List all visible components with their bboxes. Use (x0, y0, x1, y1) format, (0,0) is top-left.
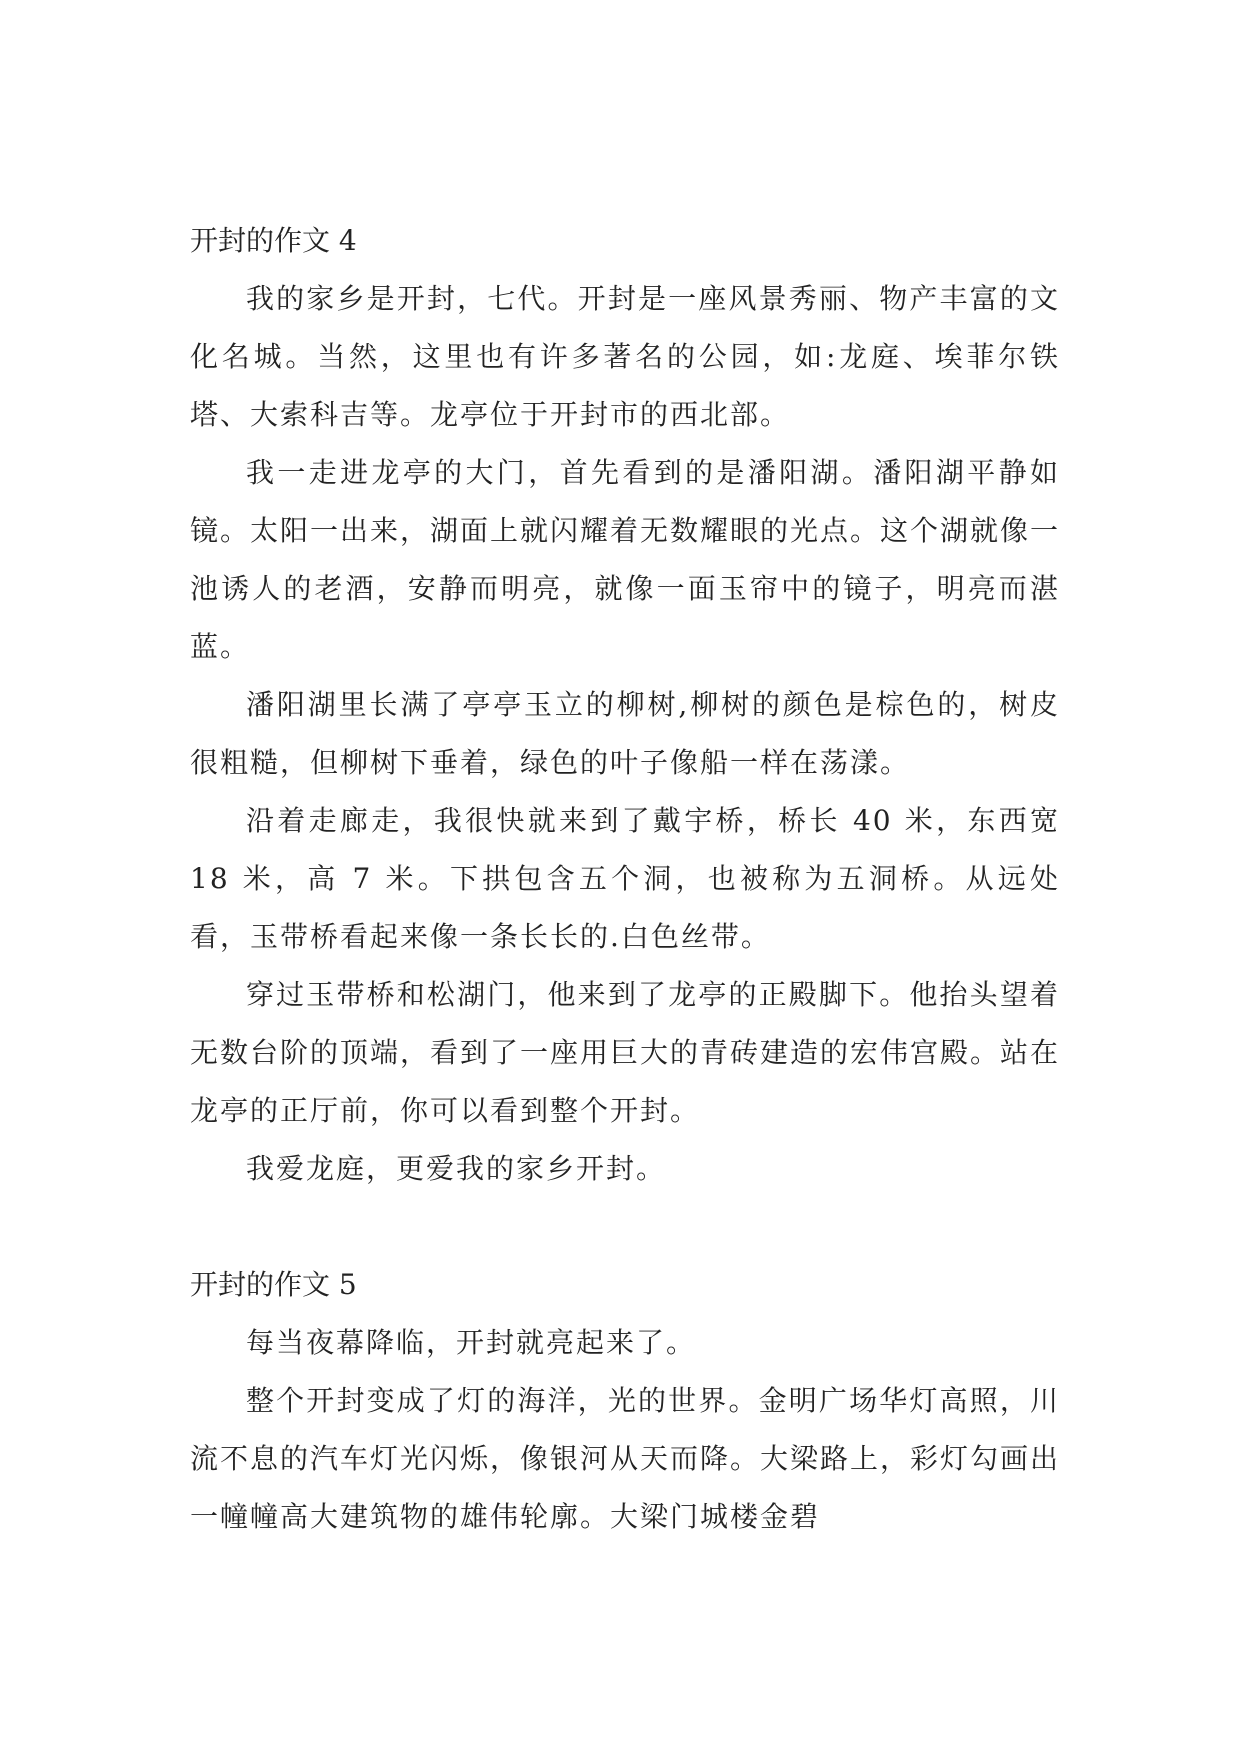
paragraph: 整个开封变成了灯的海洋，光的世界。金明广场华灯高照，川流不息的汽车灯光闪烁，像银河从天而降。大梁路上，彩灯勾画出一幢幢高大建筑物的雄伟轮廓。大梁门城楼金碧 (190, 1384, 1061, 1533)
paragraph: 我一走进龙亭的大门，首先看到的是潘阳湖。潘阳湖平静如镜。太阳一出来，湖面上就闪耀着无数耀眼的光点。这个湖就像一池诱人的老酒，安静而明亮，就像一面玉帘中的镜子，明亮而湛蓝。 (190, 456, 1061, 663)
paragraph: 沿着走廊走，我很快就来到了戴宇桥，桥长 40 米，东西宽 18 米，高 7 米。下拱包含五个洞，也被称为五洞桥。从远处看，玉带桥看起来像一条长长的.白色丝带。 (190, 804, 1060, 953)
section-title: 开封的作文 4 (190, 224, 357, 257)
essay-section-5 (190, 1256, 1060, 1546)
document-body (190, 212, 1060, 1546)
paragraph: 我的家乡是开封，七代。开封是一座风景秀丽、物产丰富的文化名城。当然，这里也有许多著名的公园，如:龙庭、埃菲尔铁塔、大索科吉等。龙亭位于开封市的西北部。 (190, 282, 1060, 431)
section-spacer (190, 1198, 1060, 1256)
paragraph: 每当夜幕降临，开封就亮起来了。 (246, 1326, 697, 1359)
paragraph: 我爱龙庭，更爱我的家乡开封。 (246, 1152, 667, 1185)
essay-section-4 (190, 212, 1060, 1198)
paragraph: 穿过玉带桥和松湖门，他来到了龙亭的正殿脚下。他抬头望着无数台阶的顶端，看到了一座用巨大的青砖建造的宏伟宫殿。站在龙亭的正厅前，你可以看到整个开封。 (190, 978, 1061, 1127)
paragraph: 潘阳湖里长满了亭亭玉立的柳树,柳树的颜色是棕色的，树皮很粗糙，但柳树下垂着，绿色的叶子像船一样在荡漾。 (190, 688, 1060, 779)
section-title: 开封的作文 5 (190, 1268, 357, 1301)
